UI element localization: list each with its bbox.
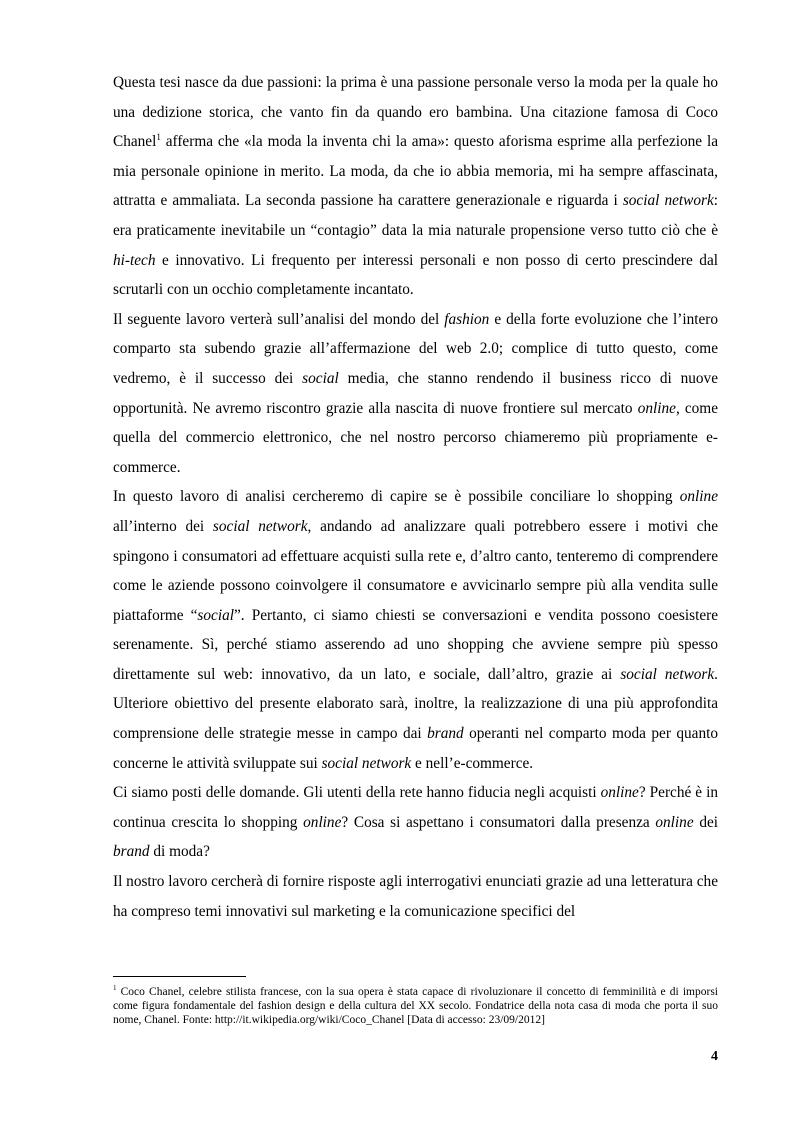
paragraph-4 (113, 778, 718, 867)
text-run: , andando ad analizzare quali potrebbero essere i motivi che spingono i consumatori ad effettuare acquisti sulla rete e, d’altro canto, tenteremo di comprendere come le aziende possono coinvolgere il consumatore e avvicinarlo sempre più alla vendita sulle piattaforme “ (113, 517, 718, 624)
text-run: e nell’e-commerce. (411, 754, 534, 772)
text-run: e della forte evoluzione che l’intero comparto sta subendo grazie all’affermazione del web 2.0; complice di tutto questo, come vedremo, è il successo dei (113, 310, 718, 387)
text-run: di moda? (149, 843, 210, 861)
italic-term: social network (212, 517, 308, 535)
text-run: ”. Pertanto, ci siamo chiesti se conversazioni e vendita possono coesistere serenamente. Sì, perché stiamo asserendo ad uno shopping che avviene sempre più spesso direttamente sul web: innovativo, da un lato, e sociale, dall’altro, grazie ai (113, 606, 719, 683)
italic-term: brand (427, 725, 464, 743)
italic-term: social network (321, 754, 412, 772)
text-run: Il nostro lavoro cercherà di fornire risposte agli interrogativi enunciati grazie ad una letteratura che ha compreso temi innovativi sul marketing e la comunicazione specifici del (113, 873, 718, 920)
footnote-separator (113, 976, 246, 977)
text-run: operanti nel comparto moda per quanto concerne le attività sviluppate sui (113, 725, 718, 772)
italic-term: social network (620, 665, 715, 683)
italic-term: brand (113, 843, 150, 861)
text-run: In questo lavoro di analisi cercheremo di capire se è possibile conciliare lo shopping (113, 488, 680, 506)
footnote (113, 985, 718, 1028)
text-run: . Ulteriore obiettivo del presente elaborato sarà, inoltre, la realizzazione di una più approfondita comprensione delle strategie messe in campo dai (113, 665, 718, 743)
text-run: : era praticamente inevitabile un “contagio” data la mia naturale propensione verso tutto ciò che è (113, 192, 718, 239)
italic-term: social network (622, 192, 714, 210)
paragraph-1 (113, 68, 718, 305)
italic-term: online (600, 784, 639, 802)
italic-term: online (637, 399, 676, 417)
text-run: Il seguente lavoro verterà sull’analisi del mondo del (113, 310, 445, 328)
italic-term: social (302, 369, 339, 387)
text-run: Questa tesi nasce da due passioni: la prima è una passione personale verso la moda per la quale ho una dedizione storica, che vanto fin da quando ero bambina. Una citazione famosa di Coco Chanel (113, 74, 718, 151)
italic-term: online (303, 813, 342, 831)
paragraph-2 (113, 305, 718, 483)
body-text (113, 68, 718, 926)
text-run: afferma che «la moda la inventa chi la ama»: questo aforisma esprime alla perfezione la mia personale opinione in merito. La moda, da che io abbia memoria, mi ha sempre affascinata, attratta e ammaliata. La seconda passione ha carattere generazionale e riguarda i (113, 133, 718, 210)
italic-term: online (679, 488, 718, 506)
footnote-reference: 1 (156, 132, 161, 143)
paragraph-3 (113, 482, 718, 778)
italic-term: hi-tech (113, 251, 156, 269)
text-run: media, che stanno rendendo il business ricco di nuove opportunità. Ne avremo riscontro grazie alla nascita di nuove frontiere sul mercato (113, 369, 718, 417)
footnote-marker: 1 (113, 984, 117, 993)
text-run: ? Perché è in continua crescita lo shopping (113, 784, 718, 831)
italic-term: fashion (444, 310, 490, 328)
italic-term: social (197, 606, 234, 624)
text-run: Ci siamo posti delle domande. Gli utenti della rete hanno fiducia negli acquisti (113, 784, 601, 802)
text-run: ? Cosa si aspettano i consumatori dalla presenza (341, 813, 656, 831)
paragraph-5 (113, 867, 718, 926)
text-run: e innovativo. Li frequento per interessi personali e non posso di certo prescindere dal scrutarli con un occhio completamente incantato. (113, 251, 718, 299)
text-run: all’interno dei (113, 517, 213, 535)
footnote-text: Coco Chanel, celebre stilista francese, con la sua opera è stata capace di rivoluzionare il concetto di femminilità e di imporsi come figura fondamentale del fashion design e della cultura del XX secolo. Fondatrice della nota casa di moda che porta il suo nome, Chanel. Fonte: http://it.wikipedia.org/wiki/Coco_Chanel [Data di accesso: 23/09/2012] (113, 986, 718, 1027)
text-run: , come quella del commercio elettronico, che nel nostro percorso chiameremo più propriamente e-commerce. (113, 399, 718, 476)
page-number: 4 (711, 1049, 718, 1064)
italic-term: online (655, 813, 694, 831)
text-run: dei (693, 813, 719, 831)
